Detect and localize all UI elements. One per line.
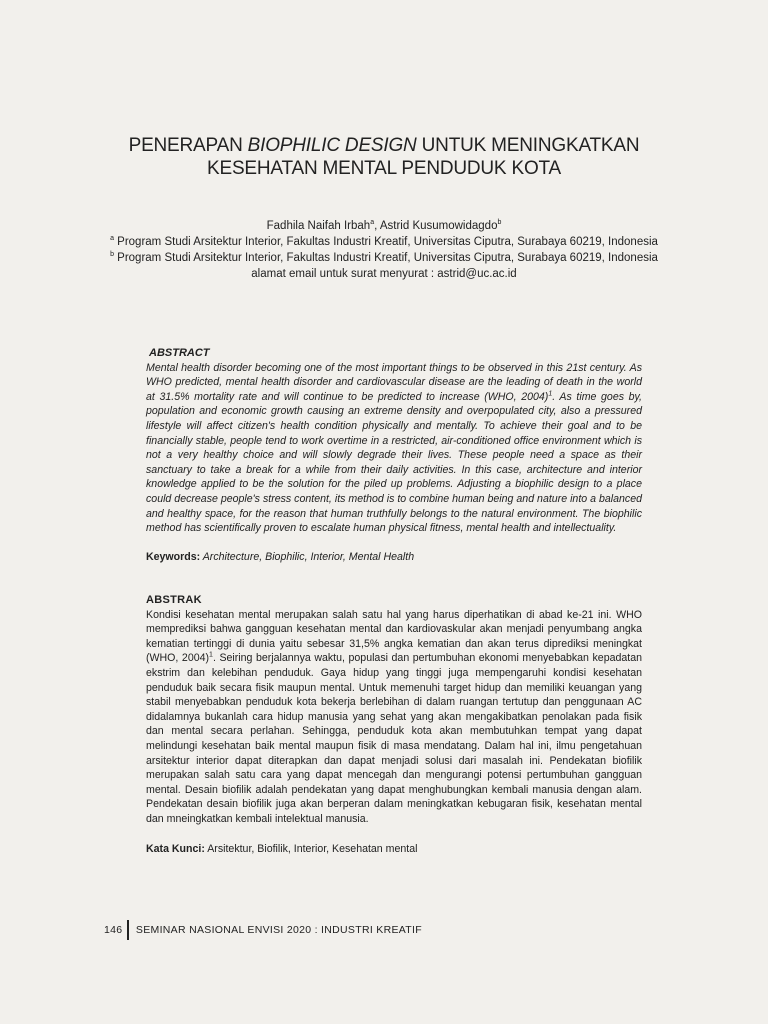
footer-divider: [127, 920, 129, 940]
page-footer: [104, 920, 422, 940]
abstrak-text-2: . Seiring berjalannya waktu, populasi dan pertumbuhan ekonomi menyebabkan kepadatan ekstrim dan kelebihan penduduk. Gaya hidup yang tinggi juga mempengaruhi kondisi kesehatan penduduk baik secara fisik maupun mental. Untuk memenuhi target hidup dan memiliki keuangan yang stabil menyebabkan penduduk kota bekerja berlebihan di dalam ruangan tertutup dan penggunaan AC didalamnya bukanlah cara hidup manusia yang sehat yang akan mengakibatkan penolakan pada fisik dan mental secara perlahan. Sehingga, penduduk kota akan membutuhkan tempat yang dapat melindungi kesehatan baik mental maupun fisik di masa mendatang. Dalam hal ini, ilmu pengetahuan arsitektur interior dapat diterapkan dan dapat menjadi solusi dari masalah ini. Pendekatan biofilik merupakan salah satu cara yang dapat mencegah dan mengurangi potensi pertumbuhan gangguan mental. Desain biofilik adalah pendekatan yang dapat menghubungkan kembali manusia dengan alam. Pendekatan desain biofilik juga akan berperan dalam meningkatkan kebugaran fisik, kesehatan mental dan mneingkatkan kembali intelektual manusia.: [146, 652, 642, 825]
kata-kunci-value: Arsitektur, Biofilik, Interior, Kesehatan mental: [204, 843, 418, 855]
abstract-heading: ABSTRACT: [149, 347, 210, 359]
contact-email: alamat email untuk surat menyurat : astrid@uc.ac.id: [251, 268, 517, 280]
abstract-text-2: . As time goes by, population and economic growth causing an extreme density and overpopulated city, also a pressured lifestyle will affect citizen's health condition physically and mentally. To achieve their goal and to be financially stable, people tend to work overtime in a restricted, air-conditioned office environment which is not a very healthy choice and will slowly degrade their lives. These people need a space as their sanctuary to take a break for a while from their daily activities. In this case, architecture and interior knowledge applied to be the solution for the piled up problems. Adjusting a biophilic design to a place could decrease people's stress content, its method is to combine human being and nature into a balanced and healthy space, for the reason that human truthfully belongs to the natural environment. The biophilic method has scientifically proven to escalate human physical fitness, mental health and intellectuality.: [146, 390, 642, 535]
abstract-citation-sup: 1: [548, 390, 553, 398]
keywords-value: Architecture, Biophilic, Interior, Mental Health: [200, 551, 415, 563]
title-italic: BIOPHILIC DESIGN: [247, 135, 417, 156]
keywords: [146, 550, 642, 565]
author-names: [0, 218, 768, 234]
author-1: Fadhila Naifah Irbah: [266, 220, 371, 232]
abstract-english: [146, 346, 642, 536]
abstract-body: [146, 361, 642, 536]
author-2-sup: b: [497, 219, 502, 227]
affiliation-a: [0, 234, 768, 250]
affil-b-sup: b: [110, 251, 114, 259]
abstrak-indonesian: [146, 593, 642, 827]
author-block: [0, 218, 768, 282]
abstrak-heading: ABSTRAK: [146, 594, 202, 606]
abstrak-body: [146, 608, 642, 827]
affil-b-text: Program Studi Arsitektur Interior, Fakultas Industri Kreatif, Universitas Ciputra, Surabaya 60219, Indonesia: [113, 252, 658, 264]
title-part1: PENERAPAN: [128, 135, 248, 156]
page-number: 146: [104, 924, 123, 936]
abstrak-citation-sup: 1: [209, 651, 213, 659]
keywords-label: Keywords:: [146, 551, 201, 563]
affiliation-b: [0, 250, 768, 266]
kata-kunci-label: Kata Kunci:: [146, 843, 205, 855]
affil-a-sup: a: [110, 235, 114, 243]
author-1-sup: a: [370, 219, 375, 227]
abstract-text-1: Mental health disorder becoming one of the most important things to be observed in this 21st century. As WHO predicted, mental health disorder and cardiovascular disease are the leading of death in the world at 31.5% mortality rate and will continue to be predicted to increase (WHO, 2004): [146, 361, 642, 403]
title-part3: UNTUK MENINGKATKAN: [416, 135, 640, 156]
title-line-2: KESEHATAN MENTAL PENDUDUK KOTA: [207, 158, 561, 179]
abstrak-text-1: Kondisi kesehatan mental merupakan salah satu hal yang harus diperhatikan di abad ke-21 ini. WHO memprediksi bahwa gangguan kesehatan mental dan kardiovaskular akan menjadi penyumbang angka kematian tertinggi di dunia yaitu sebesar 31,5% angka kematian dan akan terus diprediksi meningkat (WHO, 2004): [146, 608, 642, 665]
footer-text: SEMINAR NASIONAL ENVISI 2020 : INDUSTRI KREATIF: [135, 924, 422, 936]
affil-a-text: Program Studi Arsitektur Interior, Fakultas Industri Kreatif, Universitas Ciputra, Surabaya 60219, Indonesia: [113, 236, 658, 248]
author-2: , Astrid Kusumowidagdo: [374, 220, 498, 232]
paper-title: [0, 134, 768, 180]
title-line-1: [0, 134, 768, 157]
kata-kunci: [146, 842, 642, 857]
